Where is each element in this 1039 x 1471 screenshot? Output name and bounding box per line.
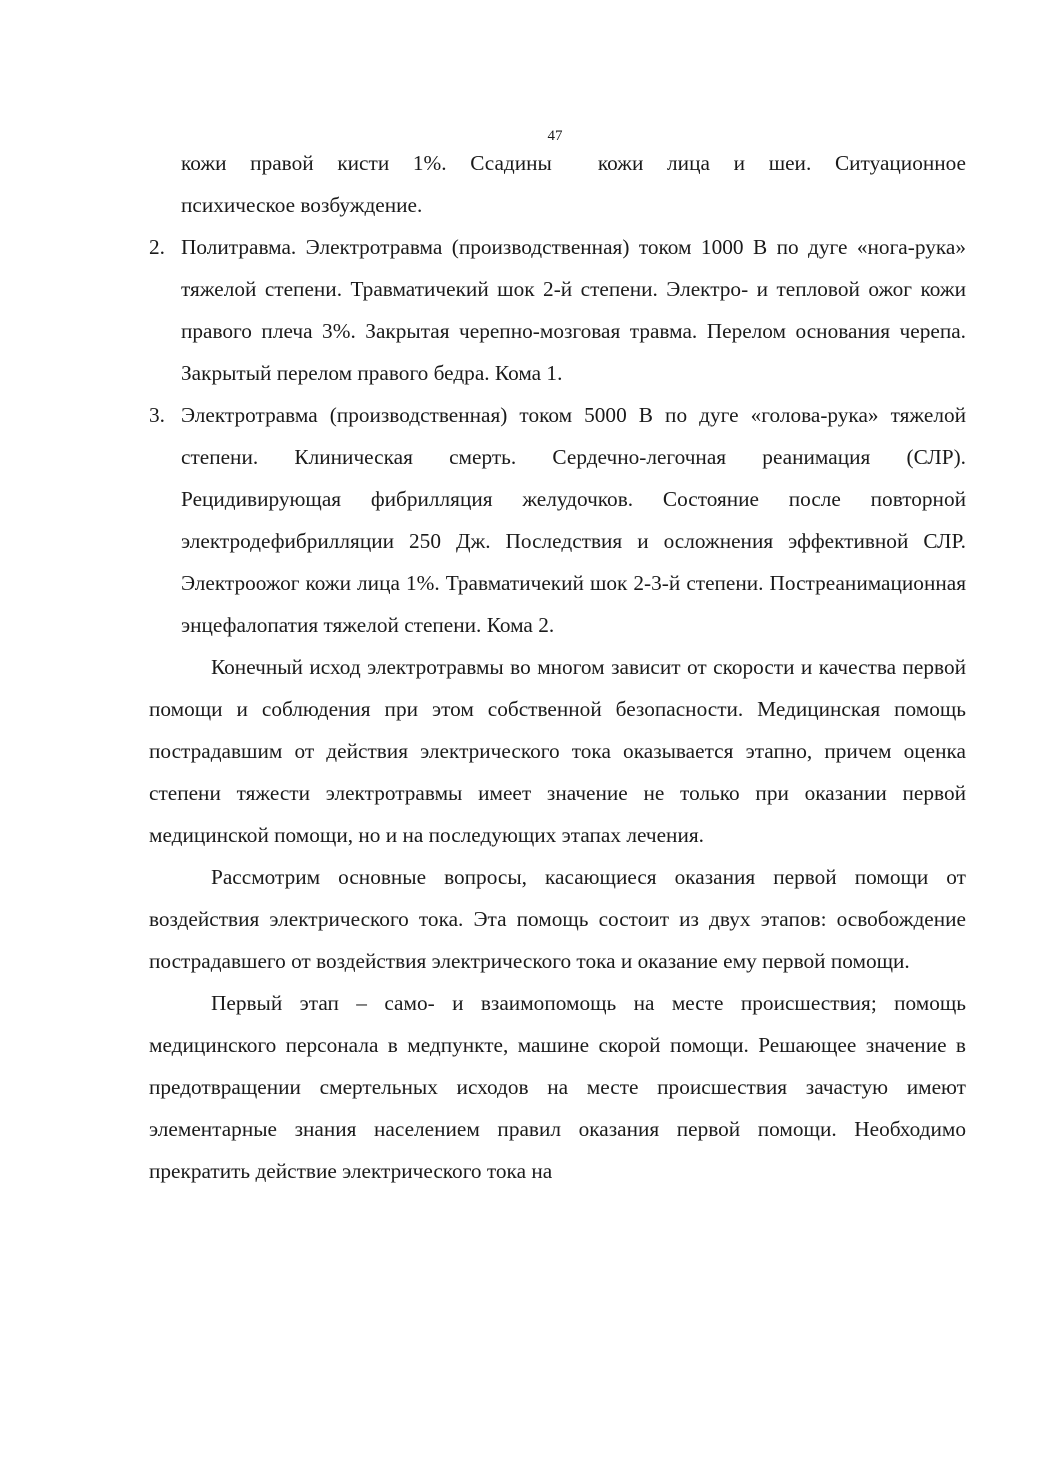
paragraph-first-aid-questions: Рассмотрим основные вопросы, касающиеся оказания первой помощи от воздействия электрического тока. Эта помощь состоит из двух этапов: освобождение пострадавшего от воздействия электрического тока и оказание ему первой помощи. (149, 865, 966, 973)
continuation-line-2: психическое возбуждение. (181, 193, 423, 217)
list-number: 3. (149, 403, 165, 427)
list-number: 2. (149, 235, 165, 259)
continuation-text-part-2: кожи лица и шеи. Ситуационное (597, 151, 966, 175)
list-item-3 (149, 394, 966, 646)
continuation-text-part-1: кожи правой кисти 1%. Ссадины (181, 151, 552, 175)
document-body (149, 142, 966, 1192)
paragraph-first-stage: Первый этап – само- и взаимопомощь на месте происшествия; помощь медицинского персонала в медпункте, машине скорой помощи. Решающее значение в предотвращении смертельных исходов на месте происшествия зачастую имеют элементарные знания населением правил оказания первой помощи. Необходимо прекратить действие электрического тока на (149, 991, 966, 1183)
continuation-block (181, 142, 966, 226)
page-number: 47 (547, 128, 563, 144)
continuation-line-1 (181, 142, 966, 184)
paragraph-outcome: Конечный исход электротравмы во многом зависит от скорости и качества первой помощи и соблюдения при этом собственной безопасности. Медицинская помощь пострадавшим от действия электрического тока оказывается этапно, причем оценка степени тяжести электротравмы имеет значение не только при оказании первой медицинской помощи, но и на последующих этапах лечения. (149, 655, 966, 847)
list-item-text: Политравма. Электротравма (производственная) током 1000 В по дуге «нога-рука» тяжелой степени. Травматичекий шок 2-й степени. Электро- и тепловой ожог кожи правого плеча 3%. Закрытая черепно-мозговая травма. Перелом основания черепа. Закрытый перелом правого бедра. Кома 1. (181, 235, 966, 385)
list-item-2 (149, 226, 966, 394)
list-item-text: Электротравма (производственная) током 5000 В по дуге «голова-рука» тяжелой степени. Клиническая смерть. Сердечно-легочная реанимация (СЛР). Рецидивирующая фибрилляция желудочков. Состояние после повторной электродефибрилляции 250 Дж. Последствия и осложнения эффективной СЛР. Электроожог кожи лица 1%. Травматичекий шок 2-3-й степени. Постреанимационная энцефалопатия тяжелой степени. Кома 2. (181, 403, 966, 637)
